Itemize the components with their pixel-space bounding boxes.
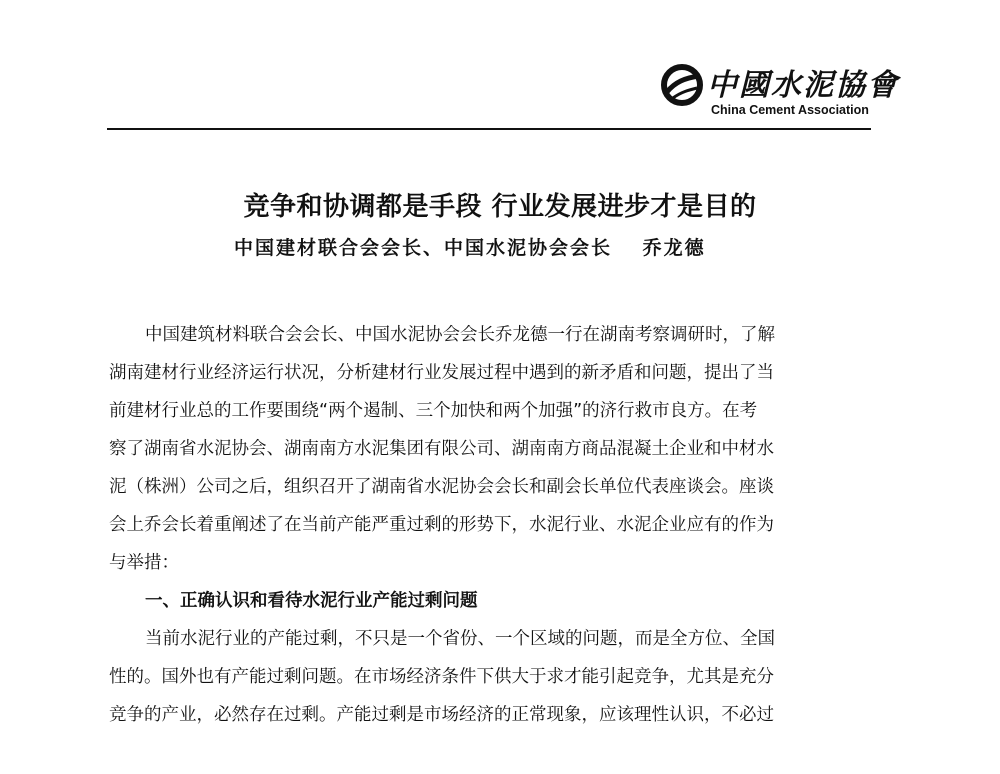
logo-english-text: China Cement Association bbox=[711, 103, 869, 117]
byline-author: 乔龙德 bbox=[642, 237, 706, 259]
byline-organization: 中国建材联合会会长、中国水泥协会会长 bbox=[234, 237, 613, 259]
paragraph-line: 察了湖南省水泥协会、湖南南方水泥集团有限公司、湖南南方商品混凝土企业和中材水 bbox=[109, 439, 774, 459]
paragraph-line: 与举措： bbox=[109, 553, 179, 573]
paragraph-line: 前建材行业总的工作要围绕“两个遏制、三个加快和两个加强”的济行救市良方。在考 bbox=[109, 401, 758, 421]
article-title: 竞争和协调都是手段 行业发展进步才是目的 bbox=[243, 192, 757, 222]
association-logo bbox=[655, 52, 899, 124]
paragraph-line: 中国建筑材料联合会会长、中国水泥协会会长乔龙德一行在湖南考察调研时，了解 bbox=[145, 325, 775, 345]
paragraph-line: 当前水泥行业的产能过剩，不只是一个省份、一个区域的问题，而是全方位、全国 bbox=[145, 629, 775, 649]
paragraph-line: 湖南建材行业经济运行状况，分析建材行业发展过程中遇到的新矛盾和问题，提出了当 bbox=[109, 363, 774, 383]
paragraph-line: 会上乔会长着重阐述了在当前产能严重过剩的形势下，水泥行业、水泥企业应有的作为 bbox=[109, 515, 774, 535]
cement-association-emblem-icon bbox=[659, 62, 705, 108]
article-body bbox=[109, 316, 871, 734]
logo-chinese-text: 中國水泥協會 bbox=[707, 68, 899, 103]
section-heading: 一、正确认识和看待水泥行业产能过剩问题 bbox=[145, 591, 478, 611]
paragraph-line: 竞争的产业，必然存在过剩。产能过剩是市场经济的正常现象，应该理性认识，不必过 bbox=[109, 705, 774, 725]
paragraph-line: 性的。国外也有产能过剩问题。在市场经济条件下供大于求才能引起竞争，尤其是充分 bbox=[109, 667, 774, 687]
paragraph-line: 泥（株洲）公司之后，组织召开了湖南省水泥协会会长和副会长单位代表座谈会。座谈 bbox=[109, 477, 774, 497]
article-byline bbox=[234, 233, 706, 260]
header-divider bbox=[107, 128, 871, 130]
